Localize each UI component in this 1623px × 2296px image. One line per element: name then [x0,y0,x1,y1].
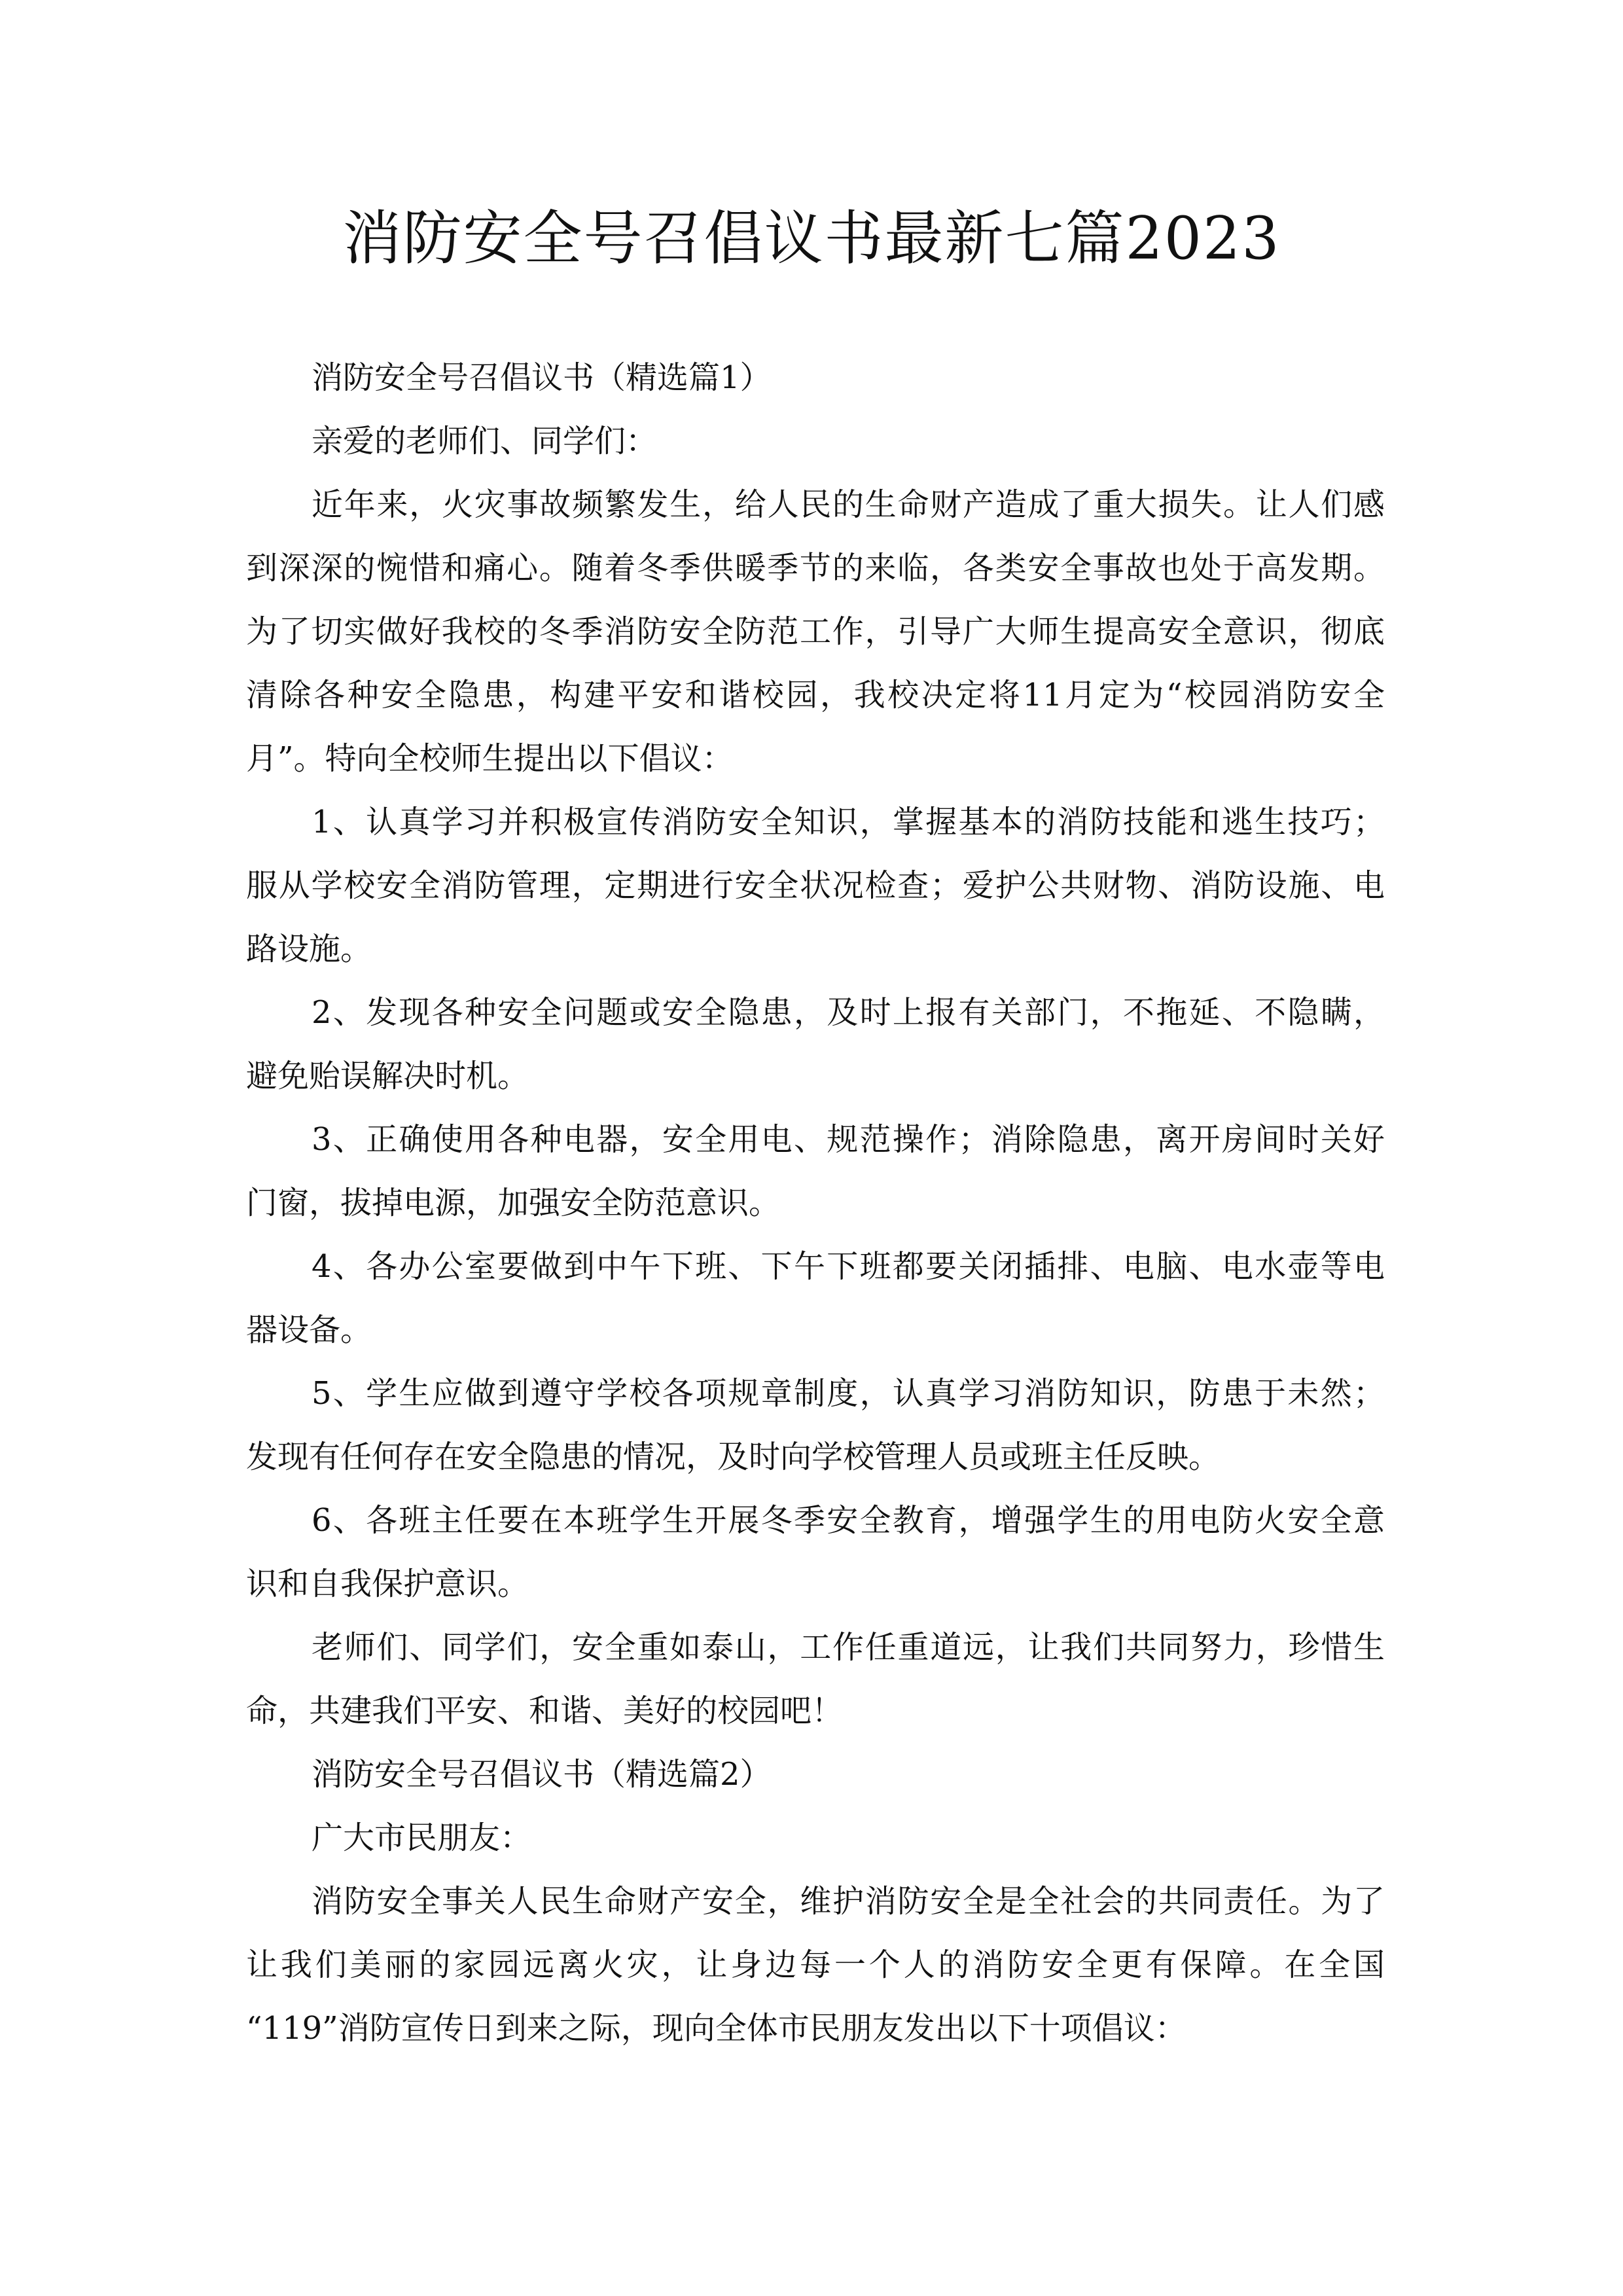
paragraph [246,1489,1385,1616]
paragraph [246,473,1385,791]
document-body [246,346,1385,2060]
text-line: 器设备。 [246,1312,372,1348]
paragraph [246,410,1385,473]
text-line: 4、各办公室要做到中午下班、下午下班都要关闭插排、电脑、电水壶等电 [312,1248,1385,1285]
paragraph [246,1362,1385,1489]
text-line: 5、学生应做到遵守学校各项规章制度，认真学习消防知识，防患于未然； [312,1375,1385,1412]
document-title: 消防安全号召倡议书最新七篇2023 [342,204,1281,273]
text-line: 到深深的惋惜和痛心。随着冬季供暖季节的来临，各类安全事故也处于高发期。 [246,550,1385,586]
text-line: 路设施。 [246,931,372,967]
text-line: 清除各种安全隐患，构建平安和谐校园，我校决定将11月定为“校园消防安全 [246,677,1385,713]
text-line: 命，共建我们平安、和谐、美好的校园吧！ [246,1693,844,1729]
text-line: 消防安全号召倡议书（精选篇2） [312,1756,772,1793]
text-line: 消防安全事关人民生命财产安全，维护消防安全是全社会的共同责任。为了 [312,1883,1385,1920]
paragraph [246,1743,1385,1806]
paragraph [246,1870,1385,2060]
paragraph [246,1806,1385,1870]
paragraph [246,1235,1385,1362]
text-line: 避免贻误解决时机。 [246,1058,529,1094]
text-line: 服从学校安全消防管理，定期进行安全状况检查；爱护公共财物、消防设施、电 [246,867,1385,904]
text-line: 识和自我保护意识。 [246,1566,529,1602]
text-line: 发现有任何存在安全隐患的情况，及时向学校管理人员或班主任反映。 [246,1439,1221,1475]
text-line: 1、认真学习并积极宣传消防安全知识，掌握基本的消防技能和逃生技巧； [312,804,1385,840]
text-line: 让我们美丽的家园远离火灾，让身边每一个人的消防安全更有保障。在全国 [246,1946,1385,1983]
text-line: 月”。特向全校师生提出以下倡议： [246,740,734,777]
text-line: 广大市民朋友： [312,1820,532,1856]
text-line: “119”消防宣传日到来之际，现向全体市民朋友发出以下十项倡议： [246,2010,1186,2047]
paragraph [246,1616,1385,1743]
paragraph [246,981,1385,1108]
text-line: 3、正确使用各种电器，安全用电、规范操作；消除隐患，离开房间时关好 [312,1121,1385,1158]
text-line: 2、发现各种安全问题或安全隐患，及时上报有关部门，不拖延、不隐瞒， [312,994,1385,1031]
text-line: 亲爱的老师们、同学们： [312,423,658,459]
text-line: 门窗，拔掉电源，加强安全防范意识。 [246,1185,781,1221]
text-line: 消防安全号召倡议书（精选篇1） [312,359,772,396]
paragraph [246,1108,1385,1235]
paragraph [246,791,1385,981]
text-line: 老师们、同学们，安全重如泰山，工作任重道远，让我们共同努力，珍惜生 [312,1629,1385,1666]
text-line: 6、各班主任要在本班学生开展冬季安全教育，增强学生的用电防火安全意 [312,1502,1385,1539]
text-line: 近年来，火灾事故频繁发生，给人民的生命财产造成了重大损失。让人们感 [312,486,1385,523]
paragraph [246,346,1385,410]
text-line: 为了切实做好我校的冬季消防安全防范工作，引导广大师生提高安全意识，彻底 [246,613,1385,650]
